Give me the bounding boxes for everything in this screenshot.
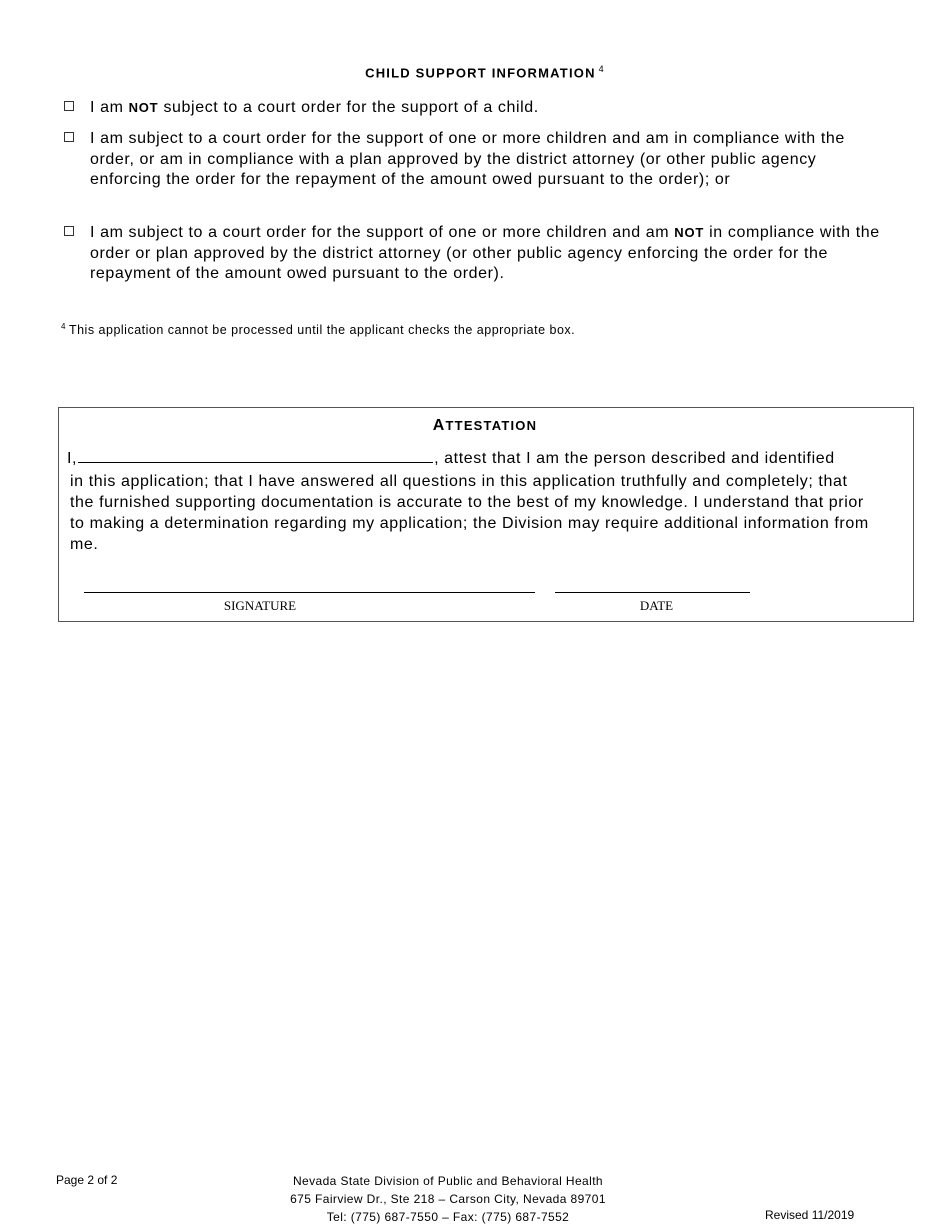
option-label: I am subject to a court order for the support of one or more children and am NOT in compliance with the order or plan approved by the district attorney (or other public agency enforcing the order for the repayment of the amount owed pursuant to the order). [90,224,880,282]
attestation-body: in this application; that I have answered all questions in this application truthfully and completely; that the furnished supporting documentation is accurate to the best of my knowledge. I understand that prior to making a determination regarding my application; the Division may require additional information from me. [70,473,869,553]
section-footnote-marker: 4 [598,64,605,74]
footer-phone: Tel: (775) 687-7550 – Fax: (775) 687-7552 [326,1210,570,1224]
attestation-title: ATTESTATION [432,417,538,434]
date-label: DATE [639,598,674,613]
attestation-first-line [67,446,897,468]
section-title [0,64,950,80]
signature-label: SIGNATURE [223,598,297,613]
signature-field[interactable] [84,592,535,593]
option-label: I am NOT subject to a court order for the support of a child. [90,99,539,116]
option-label: I am subject to a court order for the support of one or more children and am in compliance with the order, or am in compliance with a plan approved by the district attorney (or other public agency enforcing the order for the repayment of the amount owed pursuant to the order); or [90,130,845,188]
footnote [61,322,575,337]
section-title-text: CHILD SUPPORT INFORMATION [365,65,596,81]
footnote-marker: 4 [61,322,66,331]
footer-org: Nevada State Division of Public and Behavioral Health [292,1174,604,1188]
checkbox[interactable] [64,132,74,142]
applicant-name-field[interactable] [78,446,433,463]
footer-contact [248,1172,648,1226]
revision-date: Revised 11/2019 [765,1208,855,1222]
attestation-prefix: I, [67,450,78,467]
footer-address: 675 Fairview Dr., Ste 218 – Carson City, Nevada 89701 [290,1192,606,1206]
page-number: Page 2 of 2 [56,1173,118,1187]
checkbox[interactable] [64,226,74,236]
attestation-suffix: , attest that I am the person described and identified [434,450,835,467]
date-field[interactable] [555,592,750,593]
checkbox[interactable] [64,101,74,111]
footnote-text: This application cannot be processed until the applicant checks the appropriate box. [68,323,576,338]
